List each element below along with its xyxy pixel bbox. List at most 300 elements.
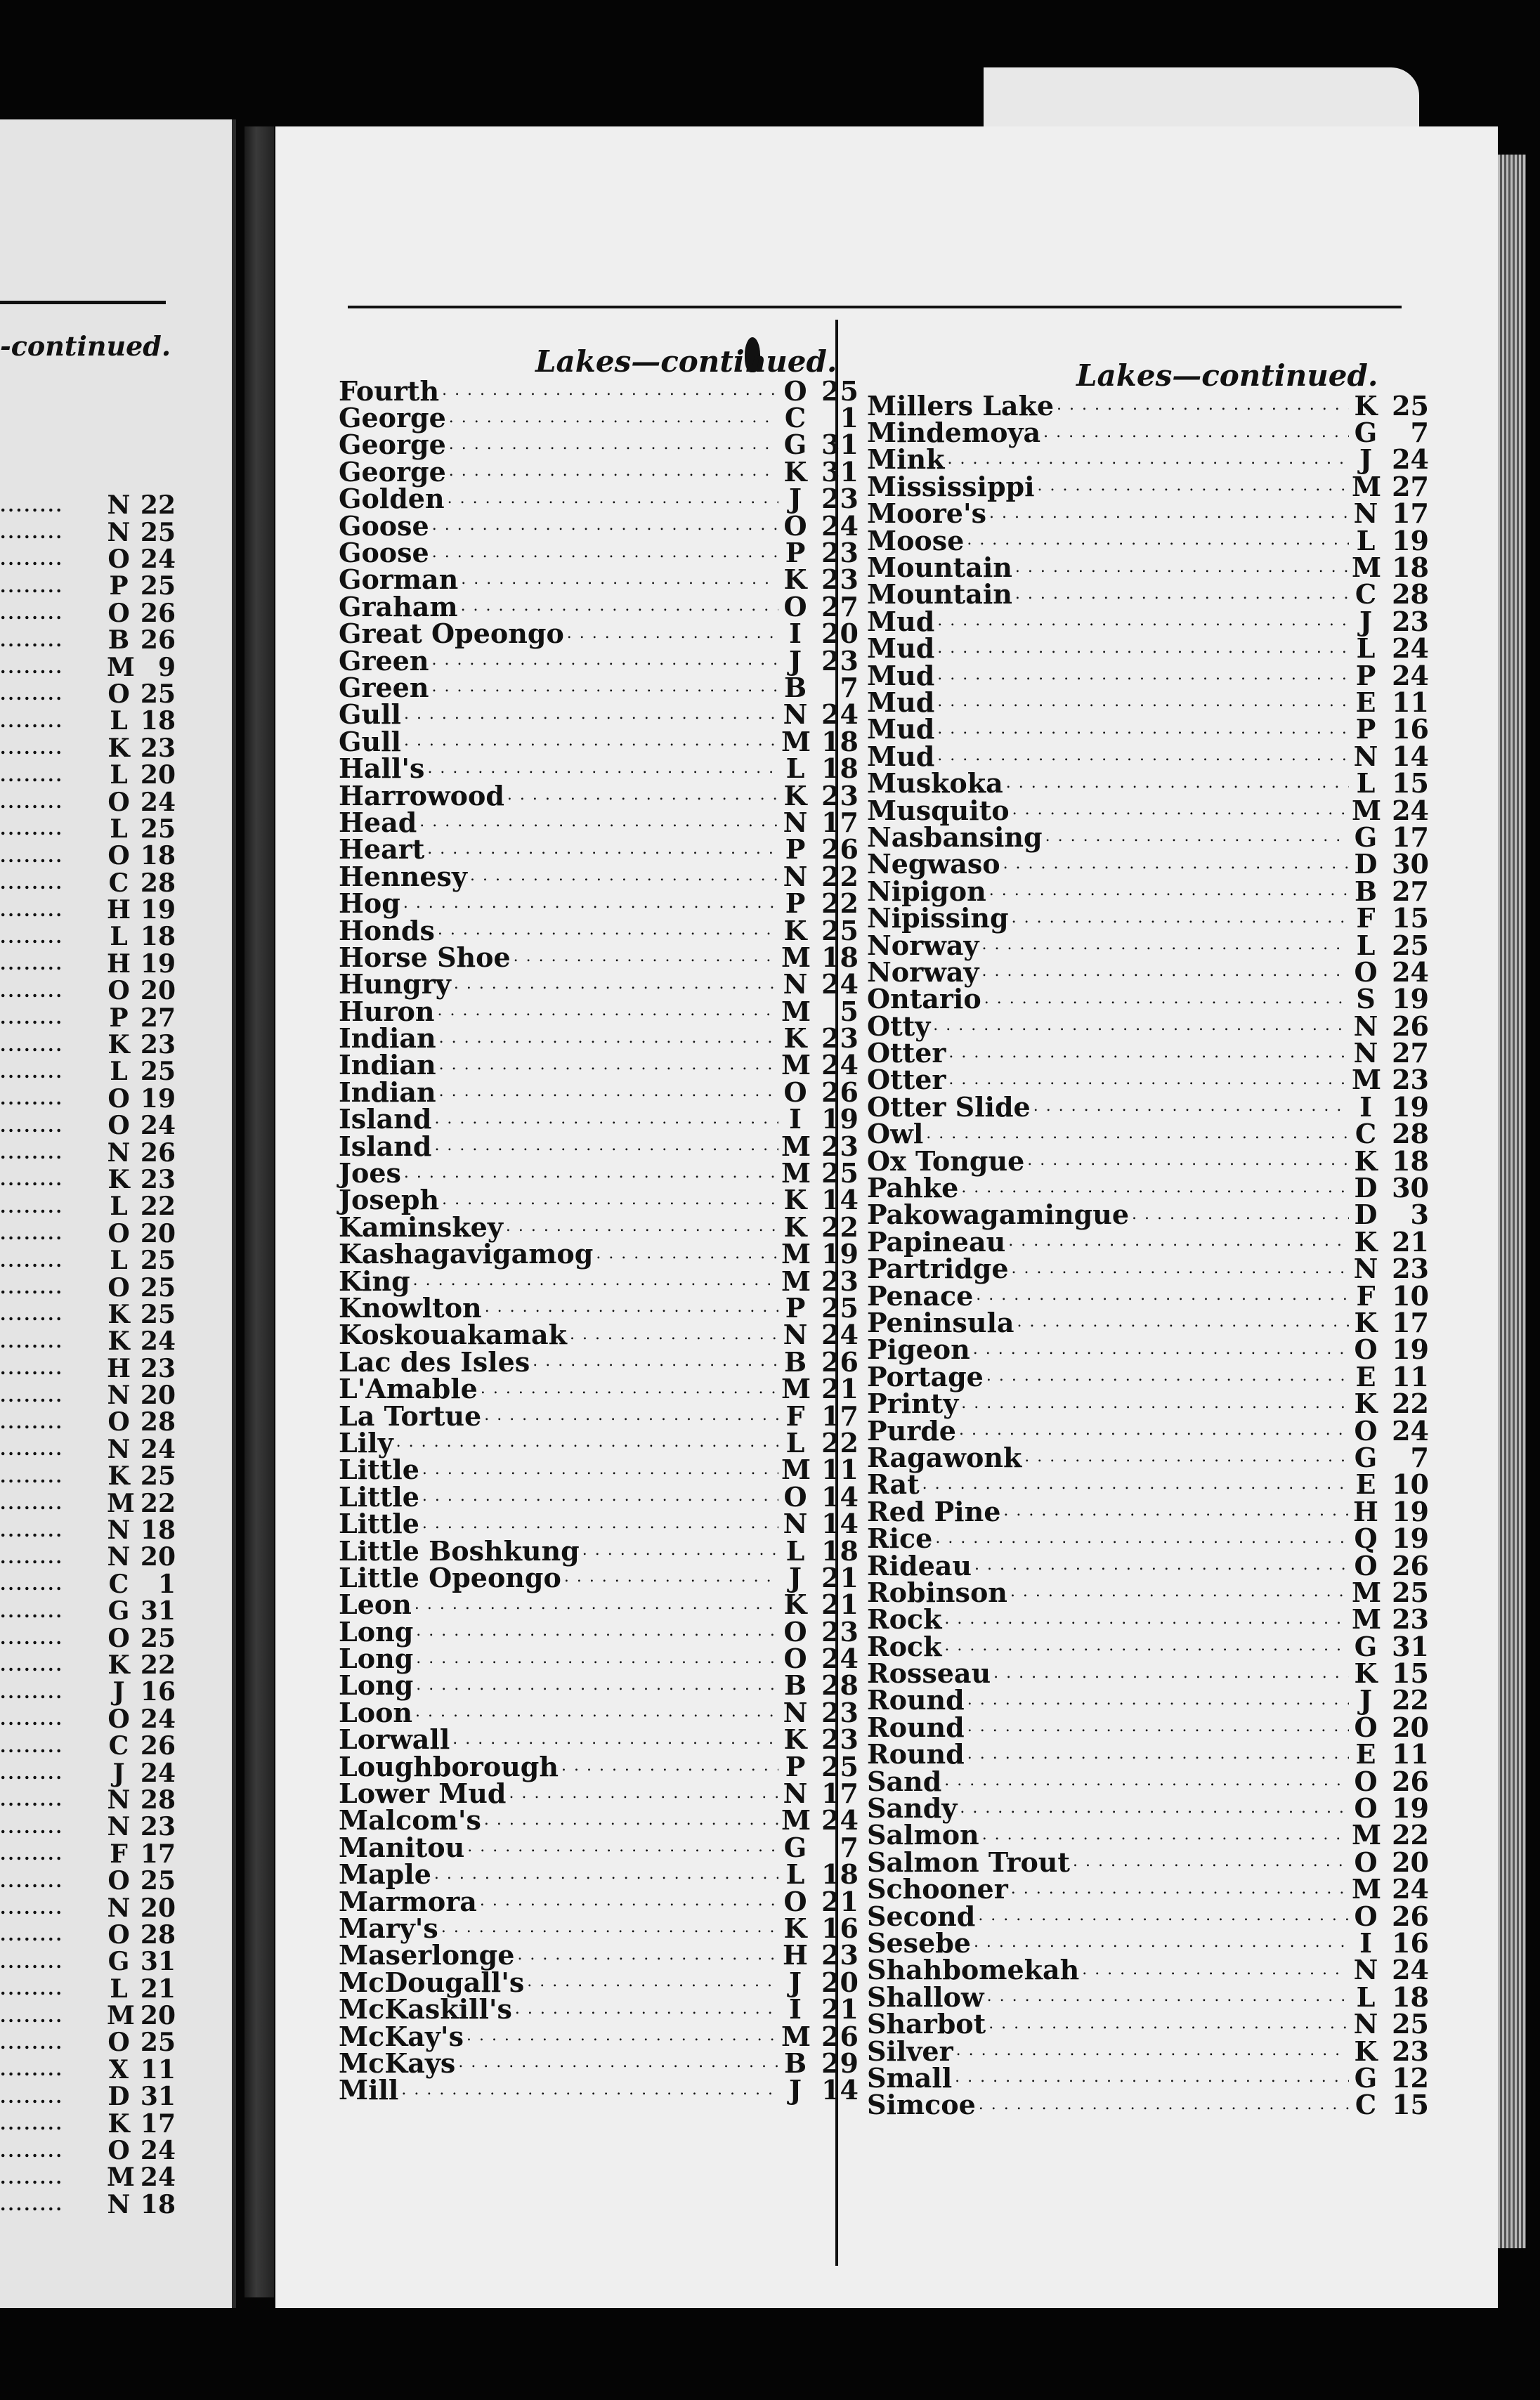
index-entry: [0, 1813, 176, 1840]
map-letter: P: [785, 537, 806, 569]
index-entry: [867, 875, 1429, 907]
lake-name: Lower Mud: [339, 1778, 507, 1810]
map-letter: N: [783, 1319, 808, 1351]
index-entry: [339, 1508, 859, 1540]
map-letter: O: [783, 1885, 807, 1917]
lake-name: George: [339, 429, 446, 461]
page-edges: [1498, 155, 1526, 2248]
index-entry: [339, 1589, 859, 1621]
map-letter: D: [107, 2082, 130, 2112]
map-page: 24: [140, 544, 176, 574]
map-letter: I: [789, 1103, 802, 1135]
leader-dots: ........: [0, 1466, 64, 1487]
leader-dots: ........: [0, 1358, 64, 1379]
map-letter: O: [783, 1076, 807, 1108]
leader-dots: [978, 1903, 1349, 1929]
index-entry: [867, 1711, 1429, 1743]
index-entry: [867, 821, 1429, 853]
map-letter: M: [107, 2163, 135, 2193]
map-letter: L: [1356, 929, 1376, 961]
map-letter: O: [783, 1480, 807, 1513]
index-entry: [867, 524, 1429, 556]
leader-dots: ........: [0, 1681, 64, 1702]
map-letter: K: [1354, 389, 1378, 422]
map-page: 26: [140, 625, 176, 656]
map-letter: L: [1356, 1981, 1376, 2013]
map-page: 27: [1392, 875, 1429, 907]
leader-dots: [596, 1241, 778, 1267]
map-page: 5: [840, 995, 859, 1027]
leader-dots: [961, 1390, 1349, 1417]
lake-name: Lily: [339, 1426, 393, 1459]
lake-name: Norway: [867, 956, 979, 988]
map-page: 24: [1392, 794, 1429, 826]
map-letter: G: [1354, 417, 1378, 449]
map-page: 23: [1392, 605, 1429, 637]
map-page: 29: [821, 2047, 859, 2079]
map-page: 19: [1392, 524, 1429, 556]
lake-name: McDougall's: [339, 1966, 525, 1998]
column-1-heading: Lakes—continued.: [535, 344, 837, 379]
map-letter: X: [109, 2054, 129, 2085]
map-letter: L: [785, 1426, 805, 1459]
leader-dots: [413, 1267, 778, 1294]
index-entry: [0, 1787, 176, 1813]
map-page: 22: [1392, 1388, 1429, 1420]
leader-dots: [439, 1052, 778, 1078]
index-entry: [867, 1090, 1429, 1123]
index-entry: [0, 1355, 176, 1382]
index-entry: [339, 374, 859, 407]
lake-name: L'Amable: [339, 1373, 478, 1405]
leader-dots: [1082, 1957, 1349, 1983]
leader-dots: [937, 716, 1349, 743]
left-page-heading: -continued.: [0, 330, 171, 362]
lake-name: Hall's: [339, 752, 425, 785]
index-entry: [0, 1571, 176, 1598]
leader-dots: [948, 1040, 1349, 1067]
leader-dots: [1012, 1256, 1349, 1282]
leader-dots: [937, 689, 1349, 715]
lake-name: Mud: [867, 713, 935, 745]
lake-name: Red Pine: [867, 1495, 1001, 1527]
lake-name: Pigeon: [867, 1333, 970, 1366]
map-letter: P: [785, 833, 806, 866]
index-entry: [339, 455, 859, 488]
lake-name: Mink: [867, 443, 945, 476]
leader-dots: [442, 1187, 778, 1213]
lake-name: Goose: [339, 509, 429, 542]
map-letter: O: [783, 590, 807, 622]
leader-dots: [1038, 473, 1349, 500]
leader-dots: ........: [0, 1411, 64, 1433]
index-entry: [867, 1414, 1429, 1447]
index-entry: [339, 1750, 859, 1782]
index-entry: [867, 2089, 1429, 2121]
map-letter: M: [781, 1454, 811, 1486]
lake-name: Hennesy: [339, 860, 467, 892]
leader-dots: [935, 1525, 1349, 1552]
index-entry: [339, 968, 859, 1000]
index-entry: [339, 2074, 859, 2106]
map-page: 22: [140, 1650, 176, 1680]
map-letter: K: [783, 1211, 807, 1243]
map-page: 21: [821, 1373, 859, 1405]
map-letter: L: [785, 1534, 805, 1567]
leader-dots: ........: [0, 1898, 64, 1918]
map-letter: J: [112, 1677, 125, 1707]
map-page: 23: [140, 1030, 176, 1060]
map-letter: F: [1356, 902, 1376, 934]
map-letter: O: [107, 1111, 130, 1141]
map-page: 21: [821, 1561, 859, 1593]
index-entry: [339, 1400, 859, 1432]
map-letter: C: [1355, 2089, 1377, 2121]
leader-dots: ........: [0, 1520, 64, 1541]
map-letter: O: [1354, 1549, 1378, 1581]
map-letter: O: [1354, 1414, 1378, 1447]
index-entry: [0, 977, 176, 1004]
leader-dots: [1043, 419, 1349, 446]
index-entry: [867, 552, 1429, 584]
map-letter: K: [107, 2108, 130, 2139]
map-letter: K: [107, 733, 130, 763]
map-letter: M: [1352, 1873, 1382, 1905]
index-entry: [339, 1291, 859, 1324]
leader-dots: ........: [0, 2113, 64, 2134]
map-page: 17: [140, 2108, 176, 2139]
leader-dots: ........: [0, 1763, 64, 1784]
index-entry: [867, 470, 1429, 502]
lake-name: Sandy: [867, 1792, 958, 1825]
map-letter: M: [1352, 1819, 1382, 1851]
index-entry: [0, 1139, 176, 1166]
lake-name: La Tortue: [339, 1400, 482, 1432]
leader-dots: [1017, 1309, 1349, 1336]
map-page: 18: [821, 752, 859, 785]
index-entry: [339, 779, 859, 811]
map-page: 19: [1392, 983, 1429, 1015]
index-entry: [867, 659, 1429, 691]
map-page: 23: [821, 1615, 859, 1648]
leader-dots: ........: [0, 1655, 64, 1676]
index-entry: [0, 600, 176, 627]
map-letter: M: [107, 1488, 135, 1518]
map-letter: B: [783, 672, 807, 703]
map-page: 24: [1392, 1873, 1429, 1905]
index-entry: [339, 1454, 859, 1486]
index-entry: [867, 1603, 1429, 1636]
map-letter: K: [783, 914, 807, 946]
leader-dots: [955, 2064, 1349, 2091]
map-letter: O: [107, 544, 130, 574]
leader-dots: ........: [0, 899, 64, 920]
map-letter: O: [1354, 1333, 1378, 1366]
header-rule: [348, 306, 1402, 308]
index-entry: [339, 1778, 859, 1810]
leader-dots: ........: [0, 710, 64, 731]
lake-name: Maple: [339, 1858, 431, 1891]
map-letter: K: [107, 1326, 130, 1357]
leader-dots: [973, 1336, 1349, 1363]
map-page: 23: [821, 563, 859, 596]
leader-dots: [944, 1606, 1349, 1633]
index-entry: [867, 767, 1429, 800]
lake-name: Printy: [867, 1388, 959, 1420]
leader-dots: [449, 458, 778, 485]
map-letter: M: [781, 1130, 811, 1162]
leader-dots: [984, 986, 1349, 1012]
map-letter: L: [110, 922, 128, 952]
index-entry: [867, 1819, 1429, 1851]
map-page: 23: [821, 483, 859, 515]
leader-dots: [989, 500, 1349, 527]
lake-name: Salmon Trout: [867, 1846, 1070, 1878]
map-letter: P: [785, 1750, 806, 1782]
index-entry: [339, 914, 859, 946]
leader-dots: [415, 1699, 778, 1726]
column-2-heading: Lakes—continued.: [1076, 358, 1378, 393]
leader-dots: [1011, 1876, 1349, 1903]
index-entry: [0, 1058, 176, 1085]
map-letter: B: [783, 1345, 807, 1378]
map-page: 26: [140, 598, 176, 628]
map-page: 24: [821, 968, 859, 1000]
map-page: 18: [1392, 552, 1429, 584]
leader-dots: [974, 1552, 1349, 1579]
lake-name: Loughborough: [339, 1750, 559, 1782]
index-entry: [0, 816, 176, 842]
map-letter: N: [107, 1381, 131, 1411]
lake-name: Lac des Isles: [339, 1345, 530, 1378]
lake-name: Leon: [339, 1589, 412, 1621]
index-entry: [339, 1076, 859, 1108]
map-letter: G: [783, 1831, 807, 1863]
lake-name: Simcoe: [867, 2089, 976, 2121]
leader-dots: [506, 1213, 778, 1240]
map-page: 20: [821, 1966, 859, 1998]
map-page: 24: [140, 1326, 176, 1357]
column-1-index: [339, 374, 859, 2106]
index-entry: [339, 1103, 859, 1135]
map-letter: K: [1354, 2035, 1378, 2067]
leader-dots: ........: [0, 1978, 64, 2000]
map-page: 18: [140, 706, 176, 736]
index-entry: [339, 429, 859, 461]
leader-dots: [461, 593, 778, 620]
map-page: 20: [140, 1218, 176, 1248]
map-page: 24: [140, 787, 176, 817]
map-letter: M: [107, 652, 135, 682]
lake-name: Nipissing: [867, 902, 1009, 934]
map-letter: C: [1355, 1118, 1377, 1150]
map-letter: K: [783, 1589, 807, 1621]
leader-dots: [404, 701, 778, 728]
map-letter: G: [1354, 1630, 1378, 1662]
leader-dots: ........: [0, 1735, 64, 1756]
right-page: [275, 126, 1498, 2308]
lake-name: Moore's: [867, 497, 986, 530]
lake-name: Shallow: [867, 1981, 984, 2013]
lake-name: Hungry: [339, 968, 451, 1000]
leader-dots: [507, 782, 778, 809]
leader-dots: ........: [0, 819, 64, 840]
map-page: 25: [821, 1157, 859, 1189]
lake-name: Nasbansing: [867, 821, 1043, 853]
leader-dots: ........: [0, 1385, 64, 1406]
column-2-index: [867, 389, 1429, 2121]
lake-name: Island: [339, 1130, 432, 1162]
map-letter: K: [783, 1022, 807, 1055]
lake-name: McKaskill's: [339, 1993, 512, 2026]
map-letter: O: [107, 2136, 130, 2166]
map-letter: L: [110, 760, 128, 790]
map-letter: O: [783, 509, 807, 542]
map-letter: B: [107, 625, 130, 656]
index-entry: [339, 644, 859, 677]
map-page: 24: [140, 1434, 176, 1464]
map-page: 11: [140, 2054, 176, 2085]
leader-dots: ........: [0, 791, 64, 812]
index-entry: [339, 698, 859, 731]
lake-name: Pahke: [867, 1172, 959, 1204]
map-letter: N: [107, 1542, 131, 1572]
index-entry: [0, 492, 176, 519]
map-page: 25: [140, 1623, 176, 1653]
map-letter: J: [1359, 605, 1372, 637]
map-page: 9: [157, 652, 176, 682]
leader-dots: ........: [0, 2005, 64, 2026]
leader-dots: [948, 1067, 1349, 1093]
lake-name: McKay's: [339, 2020, 464, 2052]
index-entry: [339, 1426, 859, 1459]
leader-dots: [438, 998, 778, 1024]
map-page: 31: [140, 1947, 176, 1977]
leader-dots: [967, 1687, 1349, 1714]
map-letter: G: [1354, 1441, 1378, 1473]
map-letter: D: [1354, 848, 1378, 880]
lake-name: Great Opeongo: [339, 618, 564, 650]
map-page: 10: [1392, 1279, 1429, 1312]
map-page: 16: [1392, 1926, 1429, 1959]
map-letter: K: [783, 1723, 807, 1756]
lake-name: Fourth: [339, 374, 440, 407]
map-page: 17: [821, 1778, 859, 1810]
lake-name: Musquito: [867, 794, 1010, 826]
lake-name: Otter: [867, 1037, 946, 1069]
leader-dots: [470, 863, 778, 889]
map-letter: K: [107, 1299, 130, 1329]
map-page: 25: [821, 914, 859, 946]
leader-dots: ........: [0, 1304, 64, 1325]
map-page: 30: [1392, 1172, 1429, 1204]
index-entry: [867, 1360, 1429, 1393]
map-page: 19: [140, 948, 176, 979]
index-entry: [867, 1468, 1429, 1501]
map-page: 25: [821, 1750, 859, 1782]
map-page: 25: [140, 517, 176, 547]
lake-name: Hog: [339, 887, 400, 920]
map-page: 17: [821, 1400, 859, 1432]
map-letter: N: [783, 968, 808, 1000]
map-page: 25: [140, 2028, 176, 2058]
map-letter: G: [783, 429, 807, 461]
leader-dots: ........: [0, 657, 64, 678]
leader-dots: [993, 1660, 1349, 1687]
index-entry: [867, 1846, 1429, 1878]
map-letter: N: [1353, 1954, 1378, 1986]
leader-dots: [944, 1633, 1349, 1659]
lake-name: Negwaso: [867, 848, 1000, 880]
map-page: 15: [1392, 2089, 1429, 2121]
lake-name: Sharbot: [867, 2008, 986, 2040]
leader-dots: [988, 2011, 1349, 2037]
map-page: 17: [821, 806, 859, 838]
leader-dots: [416, 1618, 778, 1645]
leader-dots: [947, 446, 1349, 473]
leader-dots: ........: [0, 1951, 64, 1972]
map-letter: C: [1355, 578, 1377, 611]
map-letter: E: [1355, 1738, 1376, 1770]
map-page: 25: [1392, 389, 1429, 422]
lake-name: Mud: [867, 686, 935, 718]
index-entry: [0, 625, 176, 656]
index-entry: [339, 1696, 859, 1728]
map-letter: O: [1354, 1711, 1378, 1743]
map-page: 24: [140, 1704, 176, 1734]
index-entry: [339, 1723, 859, 1756]
map-page: 17: [140, 1839, 176, 1869]
leader-dots: ........: [0, 1870, 64, 1891]
map-letter: F: [1356, 1279, 1376, 1312]
lake-name: Mud: [867, 632, 935, 665]
map-page: 18: [140, 922, 176, 952]
map-page: 21: [821, 1589, 859, 1621]
map-page: 25: [1392, 1576, 1429, 1608]
index-entry: [0, 1004, 176, 1031]
leader-dots: ........: [0, 1493, 64, 1514]
leader-dots: [401, 2077, 778, 2104]
map-page: 15: [1392, 1657, 1429, 1690]
index-entry: [339, 1049, 859, 1081]
lake-name: Kashagavigamog: [339, 1238, 594, 1270]
map-page: 20: [140, 1542, 176, 1572]
map-letter: O: [107, 679, 130, 709]
leader-dots: ........: [0, 1169, 64, 1190]
lake-name: Goose: [339, 537, 429, 569]
map-page: 19: [1392, 1792, 1429, 1825]
map-letter: N: [107, 1812, 131, 1842]
lake-name: George: [339, 455, 446, 488]
index-entry: [339, 1939, 859, 1971]
leader-dots: [461, 566, 778, 593]
map-letter: I: [789, 1993, 802, 2026]
map-letter: H: [107, 948, 131, 979]
lake-name: Mary's: [339, 1912, 438, 1944]
leader-dots: [533, 1348, 778, 1375]
lake-name: Little Boshkung: [339, 1534, 580, 1567]
index-entry: [867, 1495, 1429, 1527]
map-page: 24: [1392, 1414, 1429, 1447]
lake-name: Mountain: [867, 578, 1012, 611]
leader-dots: ........: [0, 1142, 64, 1163]
map-page: 17: [1392, 1306, 1429, 1338]
lake-name: Otter Slide: [867, 1090, 1031, 1123]
map-letter: C: [108, 1731, 129, 1761]
map-page: 26: [1392, 1765, 1429, 1797]
leader-dots: ........: [0, 1061, 64, 1082]
map-page: 20: [140, 2001, 176, 2031]
